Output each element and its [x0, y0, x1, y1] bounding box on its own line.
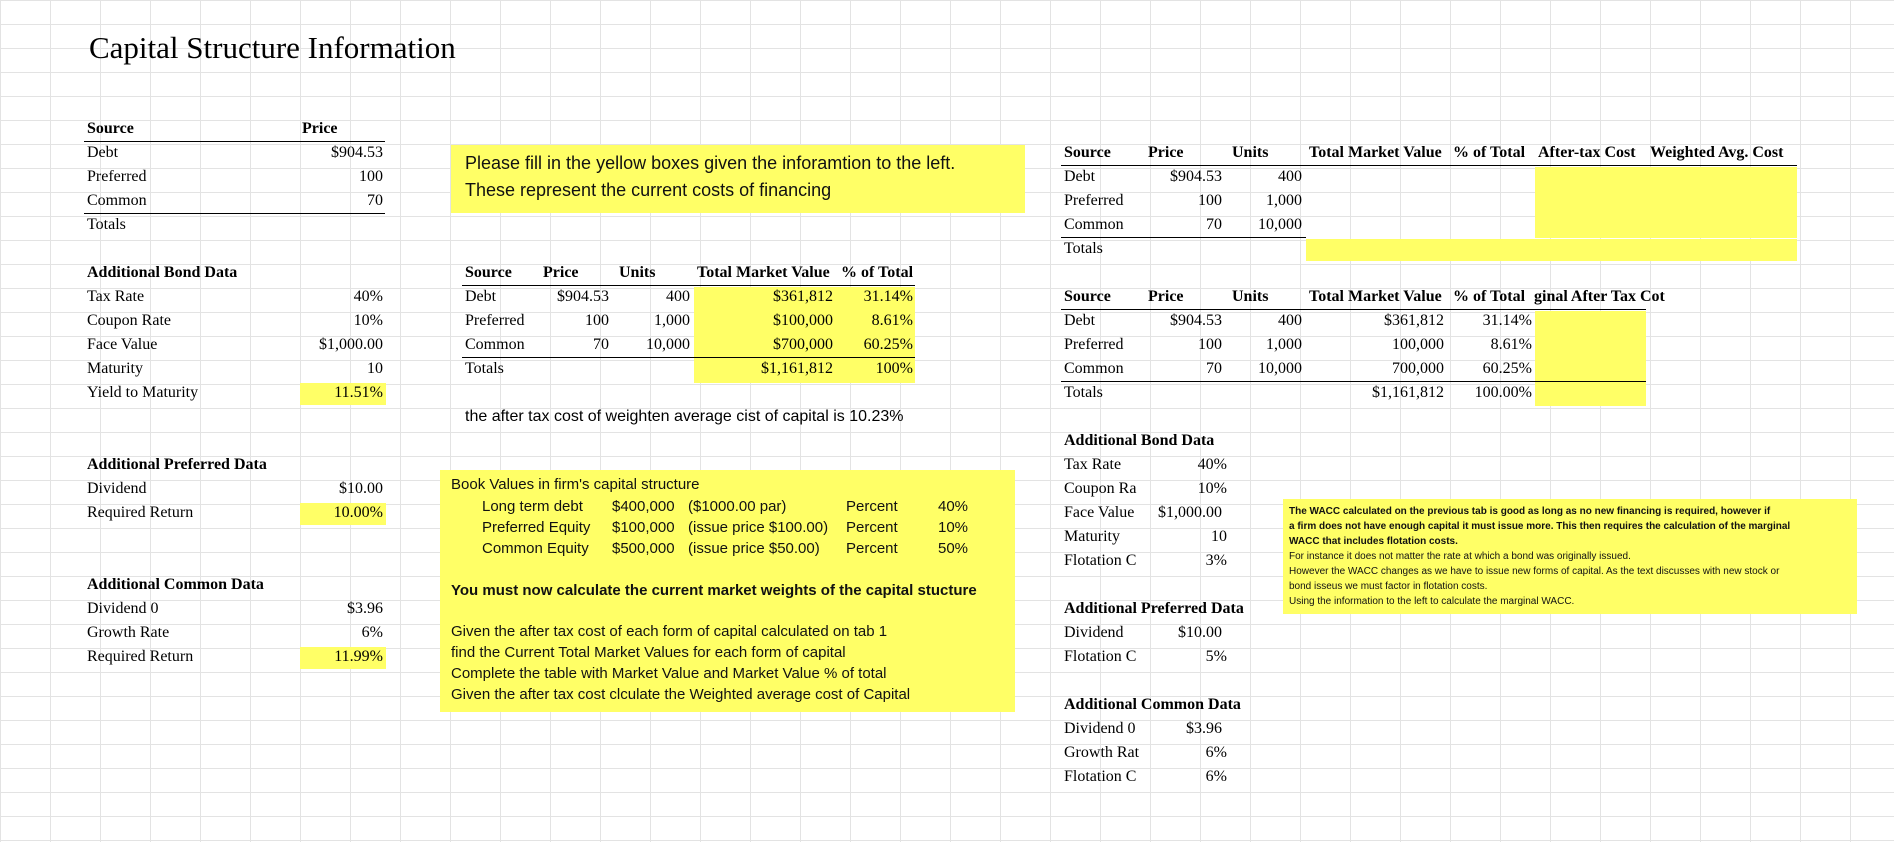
rm-totals-rule — [1061, 381, 1646, 382]
rb-label[interactable]: Coupon Ra — [1064, 480, 1137, 497]
mid-row-tmv[interactable]: $361,812 — [773, 288, 833, 305]
rm-row-units[interactable]: 10,000 — [1258, 360, 1302, 377]
rb-value[interactable]: 40% — [1197, 456, 1227, 473]
rp-label[interactable]: Flotation C — [1064, 648, 1137, 665]
book-row-detail: (issue price $100.00) — [688, 519, 829, 536]
left-common-value[interactable]: $3.96 — [347, 600, 383, 617]
book-row-percent-label: Percent — [846, 498, 898, 515]
left-row-common-price[interactable]: 70 — [367, 192, 383, 209]
rm-row-tmv[interactable]: 700,000 — [1392, 360, 1444, 377]
wacc-result-note: the after tax cost of weighten average cist of capital is 10.23% — [465, 408, 904, 425]
rc-title: Additional Common Data — [1064, 696, 1241, 713]
book-row-value: $100,000 — [612, 519, 675, 536]
book-values-box — [440, 470, 1015, 712]
rb-value[interactable]: 10 — [1211, 528, 1227, 545]
wacc-note-bold: The WACC calculated on the previous tab is good as long as no new financing is required, however if — [1289, 506, 1771, 517]
rb-label[interactable]: Tax Rate — [1064, 456, 1122, 473]
mid-row-price[interactable]: 70 — [593, 336, 609, 353]
rm-header-source: Source — [1064, 288, 1111, 305]
mid-row-price[interactable]: $904.53 — [557, 288, 609, 305]
left-row-preferred-price[interactable]: 100 — [359, 168, 383, 185]
rt-row-price[interactable]: $904.53 — [1170, 168, 1222, 185]
rb-title: Additional Bond Data — [1064, 432, 1215, 449]
book-row-percent-label: Percent — [846, 540, 898, 557]
left-bond-label[interactable]: Face Value — [87, 336, 158, 353]
rm-header-units: Units — [1232, 288, 1269, 305]
rm-row-pct[interactable]: 31.14% — [1482, 312, 1532, 329]
rt-header-after-tax: After-tax Cost — [1538, 144, 1636, 161]
mid-header-units: Units — [619, 264, 656, 281]
rc-label[interactable]: Dividend 0 — [1064, 720, 1136, 737]
left-common-label[interactable]: Growth Rate — [87, 624, 170, 641]
left-preferred-title: Additional Preferred Data — [87, 456, 267, 473]
left-common-required[interactable]: 11.99% — [334, 648, 383, 665]
marginal-cost-yellow-column[interactable] — [1535, 311, 1646, 406]
mid-row-tmv[interactable]: $700,000 — [773, 336, 833, 353]
instruction-line-1: Please fill in the yellow boxes given the inforamtion to the left. — [465, 153, 956, 173]
rp-title: Additional Preferred Data — [1064, 600, 1244, 617]
book-row-pct: 10% — [938, 519, 969, 536]
book-values-bold-line: You must now calculate the current market weights of the capital stucture — [451, 582, 977, 599]
mid-header-rule — [462, 285, 915, 286]
rt-totals-rule — [1061, 237, 1306, 238]
left-common-title: Additional Common Data — [87, 576, 264, 593]
left-header-rule — [84, 141, 385, 142]
book-values-line: find the Current Total Market Values for each form of capital — [451, 644, 846, 661]
mid-header-tmv: Total Market Value — [697, 264, 830, 281]
left-common-value[interactable]: 6% — [361, 624, 383, 641]
mid-row-tmv[interactable]: $100,000 — [773, 312, 833, 329]
rt-header-weighted: Weighted Avg. Cost — [1650, 144, 1784, 161]
left-bond-label[interactable]: Yield to Maturity — [87, 384, 199, 401]
rt-row-units[interactable]: 1,000 — [1266, 192, 1302, 209]
rc-value[interactable]: 6% — [1205, 768, 1227, 785]
rb-label[interactable]: Maturity — [1064, 528, 1120, 545]
book-row-percent-label: Percent — [846, 519, 898, 536]
rb-label[interactable]: Face Value — [1064, 504, 1135, 521]
left-bond-value[interactable]: 40% — [353, 288, 383, 305]
rt-header-price: Price — [1148, 144, 1184, 161]
rm-row-source[interactable]: Preferred — [1064, 336, 1124, 353]
rb-value[interactable]: 10% — [1197, 480, 1227, 497]
mid-totals-rule — [462, 357, 915, 358]
left-bond-ytm[interactable]: 11.51% — [334, 384, 383, 401]
left-header-price: Price — [302, 120, 338, 137]
rm-header-marginal: ginal After Tax Cot — [1534, 288, 1665, 305]
book-row-pct: 50% — [938, 540, 969, 557]
left-header-source: Source — [87, 120, 134, 137]
book-values-line: Given the after tax cost clculate the Weighted average cost of Capital — [451, 686, 911, 703]
rm-header-price: Price — [1148, 288, 1184, 305]
after-tax-cost-yellow-column[interactable] — [1535, 167, 1797, 238]
rp-value[interactable]: $10.00 — [1178, 624, 1222, 641]
rt-header-tmv: Total Market Value — [1309, 144, 1442, 161]
left-row-preferred[interactable]: Preferred — [87, 168, 147, 185]
mid-row-price[interactable]: 100 — [585, 312, 609, 329]
wacc-note-line: bond isseus we must factor in flotation costs. — [1289, 581, 1488, 592]
left-bond-title: Additional Bond Data — [87, 264, 238, 281]
rb-label[interactable]: Flotation C — [1064, 552, 1137, 569]
book-row-detail: ($1000.00 par) — [688, 498, 787, 515]
rm-row-pct[interactable]: 60.25% — [1482, 360, 1532, 377]
rt-header-rule — [1061, 165, 1797, 166]
left-row-debt-price[interactable]: $904.53 — [331, 144, 383, 161]
mid-header-price: Price — [543, 264, 579, 281]
left-preferred-label[interactable]: Dividend — [87, 480, 147, 497]
left-common-label[interactable]: Required Return — [87, 648, 194, 665]
book-row-name: Common Equity — [482, 540, 589, 557]
rm-row-price[interactable]: $904.53 — [1170, 312, 1222, 329]
left-common-label[interactable]: Dividend 0 — [87, 600, 159, 617]
left-row-common[interactable]: Common — [87, 192, 147, 209]
rb-value[interactable]: $1,000.00 — [1158, 504, 1222, 521]
left-row-debt[interactable]: Debt — [87, 144, 119, 161]
wacc-note-bold: a firm does not have enough capital it must issue more. This then requires the calculation of the marginal — [1289, 521, 1791, 532]
mid-row-units[interactable]: 1,000 — [654, 312, 690, 329]
left-bond-value[interactable]: $1,000.00 — [319, 336, 383, 353]
rm-row-source[interactable]: Common — [1064, 360, 1124, 377]
mid-row-source[interactable]: Common — [465, 336, 525, 353]
rt-row-price[interactable]: 100 — [1198, 192, 1222, 209]
rm-row-source[interactable]: Debt — [1064, 312, 1096, 329]
totals-yellow-row[interactable] — [1306, 239, 1797, 261]
mid-row-units[interactable]: 10,000 — [646, 336, 690, 353]
mid-row-units[interactable]: 400 — [666, 288, 690, 305]
rm-row-units[interactable]: 400 — [1278, 312, 1302, 329]
mid-row-tmv-total[interactable]: $1,161,812 — [761, 360, 833, 377]
mid-row-totals[interactable]: Totals — [465, 360, 504, 377]
mid-row-pct[interactable]: 31.14% — [863, 288, 913, 305]
left-totals-rule — [84, 213, 385, 214]
rc-value[interactable]: 6% — [1205, 744, 1227, 761]
rt-row-units[interactable]: 400 — [1278, 168, 1302, 185]
book-row-name: Long term debt — [482, 498, 583, 515]
left-preferred-label[interactable]: Required Return — [87, 504, 194, 521]
sheet-title: Capital Structure Information — [89, 30, 456, 65]
instruction-line-2: These represent the current costs of financing — [465, 180, 832, 200]
rm-row-pct[interactable]: 8.61% — [1490, 336, 1532, 353]
book-row-pct: 40% — [938, 498, 969, 515]
rp-value[interactable]: 5% — [1205, 648, 1227, 665]
rc-value[interactable]: $3.96 — [1186, 720, 1222, 737]
book-row-detail: (issue price $50.00) — [688, 540, 820, 557]
rm-header-pct: % of Total — [1453, 288, 1526, 305]
rt-row-source[interactable]: Preferred — [1064, 192, 1124, 209]
rp-label[interactable]: Dividend — [1064, 624, 1124, 641]
rt-row-source[interactable]: Debt — [1064, 168, 1096, 185]
rt-header-pct: % of Total — [1453, 144, 1526, 161]
rt-row-source[interactable]: Common — [1064, 216, 1124, 233]
left-bond-label[interactable]: Coupon Rate — [87, 312, 171, 329]
rt-row-units[interactable]: 10,000 — [1258, 216, 1302, 233]
instruction-box — [451, 145, 1025, 213]
book-row-value: $500,000 — [612, 540, 675, 557]
mid-row-pct[interactable]: 8.61% — [871, 312, 913, 329]
rt-row-totals[interactable]: Totals — [1064, 240, 1103, 257]
rt-row-price[interactable]: 70 — [1206, 216, 1222, 233]
left-bond-value[interactable]: 10 — [367, 360, 383, 377]
rm-row-price[interactable]: 100 — [1198, 336, 1222, 353]
wacc-note-line: For instance it does not matter the rate at which a bond was originally issued. — [1289, 551, 1631, 562]
mid-row-source[interactable]: Preferred — [465, 312, 525, 329]
rm-row-totals[interactable]: Totals — [1064, 384, 1103, 401]
left-bond-label[interactable]: Tax Rate — [87, 288, 145, 305]
rm-row-units[interactable]: 1,000 — [1266, 336, 1302, 353]
mid-header-source: Source — [465, 264, 512, 281]
rt-header-units: Units — [1232, 144, 1269, 161]
rm-row-tmv-total[interactable]: $1,161,812 — [1372, 384, 1444, 401]
mid-row-source[interactable]: Debt — [465, 288, 497, 305]
left-bond-value[interactable]: 10% — [353, 312, 383, 329]
book-values-line: Complete the table with Market Value and Market Value % of total — [451, 665, 887, 682]
book-values-title: Book Values in firm's capital structure — [451, 476, 700, 493]
book-row-value: $400,000 — [612, 498, 675, 515]
wacc-note-line: Using the information to the left to calculate the marginal WACC. — [1289, 596, 1575, 607]
rb-value[interactable]: 3% — [1205, 552, 1227, 569]
wacc-note-line: However the WACC changes as we have to issue new forms of capital. As the text discusses with new stock or — [1289, 566, 1780, 577]
left-bond-label[interactable]: Maturity — [87, 360, 143, 377]
rm-header-tmv: Total Market Value — [1309, 288, 1442, 305]
rm-row-tmv[interactable]: $361,812 — [1384, 312, 1444, 329]
rm-row-pct-total[interactable]: 100.00% — [1474, 384, 1532, 401]
book-values-line: Given the after tax cost of each form of capital calculated on tab 1 — [451, 623, 888, 640]
left-row-totals[interactable]: Totals — [87, 216, 126, 233]
rc-label[interactable]: Growth Rat — [1064, 744, 1140, 761]
wacc-note-box — [1283, 499, 1857, 614]
left-preferred-value[interactable]: $10.00 — [339, 480, 383, 497]
mid-header-pct: % of Total — [841, 264, 914, 281]
mid-row-pct-total[interactable]: 100% — [875, 360, 913, 377]
rm-header-rule — [1061, 309, 1646, 310]
rt-header-source: Source — [1064, 144, 1111, 161]
rc-label[interactable]: Flotation C — [1064, 768, 1137, 785]
rm-row-tmv[interactable]: 100,000 — [1392, 336, 1444, 353]
rm-row-price[interactable]: 70 — [1206, 360, 1222, 377]
book-row-name: Preferred Equity — [482, 519, 591, 536]
mid-row-pct[interactable]: 60.25% — [863, 336, 913, 353]
left-preferred-required[interactable]: 10.00% — [333, 504, 383, 521]
wacc-note-bold: WACC that includes flotation costs. — [1289, 536, 1458, 547]
